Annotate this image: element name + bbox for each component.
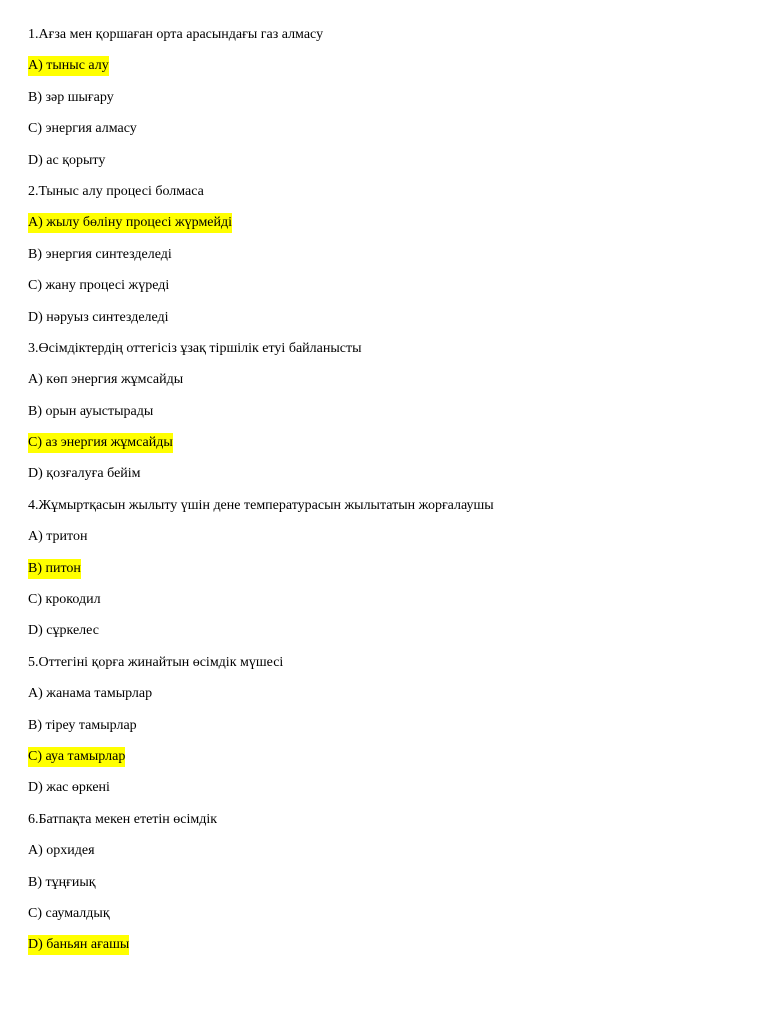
correct-answer-highlight: A) тыныс алу xyxy=(28,56,109,76)
question-6-option-a xyxy=(28,841,748,872)
option-text: A) көп энергия жұмсайды xyxy=(28,372,184,388)
question-4-option-c xyxy=(28,590,748,621)
question-4-option-d xyxy=(28,621,748,652)
question-4-text: 4.Жұмыртқасын жылыту үшін дене температурасын жылытатын жорғалаушы xyxy=(28,497,494,513)
option-text: C) саумалдық xyxy=(28,905,110,921)
option-text: A) тритон xyxy=(28,529,88,545)
question-6-text: 6.Батпақта мекен ететін өсімдік xyxy=(28,811,218,827)
question-3-option-b xyxy=(28,402,748,433)
question-3-option-d xyxy=(28,464,748,495)
question-6-option-c xyxy=(28,904,748,935)
correct-answer-highlight: B) питон xyxy=(28,559,81,579)
question-2-option-b xyxy=(28,245,748,276)
correct-answer-highlight: A) жылу бөліну процесі жүрмейді xyxy=(28,213,232,233)
option-text: B) энергия синтезделеді xyxy=(28,246,172,262)
question-2-option-a xyxy=(28,213,748,244)
correct-answer-highlight: C) аз энергия жұмсайды xyxy=(28,433,173,453)
question-6-option-d xyxy=(28,935,748,966)
question-2 xyxy=(28,182,748,213)
question-6 xyxy=(28,810,748,841)
option-text: B) зәр шығару xyxy=(28,89,114,105)
option-text: D) нәруыз синтезделеді xyxy=(28,309,169,325)
question-1 xyxy=(28,25,748,56)
option-text: C) энергия алмасу xyxy=(28,121,137,137)
correct-answer-highlight: D) баньян ағашы xyxy=(28,935,129,955)
question-1-option-c xyxy=(28,119,748,150)
question-1-text: 1.Ағза мен қоршаған орта арасындағы газ алмасу xyxy=(28,27,324,42)
option-text: C) жану процесі жүреді xyxy=(28,278,170,294)
question-5-text: 5.Оттегіні қорға жинайтын өсімдік мүшесі xyxy=(28,654,284,670)
question-1-option-a xyxy=(28,56,748,87)
question-2-text: 2.Тыныс алу процесі болмаса xyxy=(28,183,204,199)
option-text: B) орын ауыстырады xyxy=(28,403,154,419)
question-1-option-b xyxy=(28,88,748,119)
option-text: D) ас қорыту xyxy=(28,152,106,168)
document-page xyxy=(28,25,748,967)
option-text: B) тіреу тамырлар xyxy=(28,717,137,733)
question-2-option-d xyxy=(28,308,748,339)
question-4-option-a xyxy=(28,527,748,558)
question-5-option-a xyxy=(28,684,748,715)
correct-answer-highlight: C) ауа тамырлар xyxy=(28,747,125,767)
option-text: B) тұңғиық xyxy=(28,874,96,890)
question-2-option-c xyxy=(28,276,748,307)
question-5-option-c xyxy=(28,747,748,778)
question-3-option-a xyxy=(28,370,748,401)
option-text: A) жанама тамырлар xyxy=(28,686,153,702)
option-text: D) сұркелес xyxy=(28,623,99,639)
question-3 xyxy=(28,339,748,370)
option-text: D) қозғалуға бейім xyxy=(28,466,141,482)
question-6-option-b xyxy=(28,873,748,904)
question-3-text: 3.Өсімдіктердің оттегісіз ұзақ тіршілік етуі байланысты xyxy=(28,340,362,356)
question-3-option-c xyxy=(28,433,748,464)
question-5-option-b xyxy=(28,716,748,747)
question-5 xyxy=(28,653,748,684)
question-4 xyxy=(28,496,748,527)
question-4-option-b xyxy=(28,559,748,590)
option-text: A) орхидея xyxy=(28,843,95,859)
option-text: D) жас өркені xyxy=(28,780,110,796)
question-1-option-d xyxy=(28,151,748,182)
option-text: C) крокодил xyxy=(28,592,101,608)
question-5-option-d xyxy=(28,778,748,809)
